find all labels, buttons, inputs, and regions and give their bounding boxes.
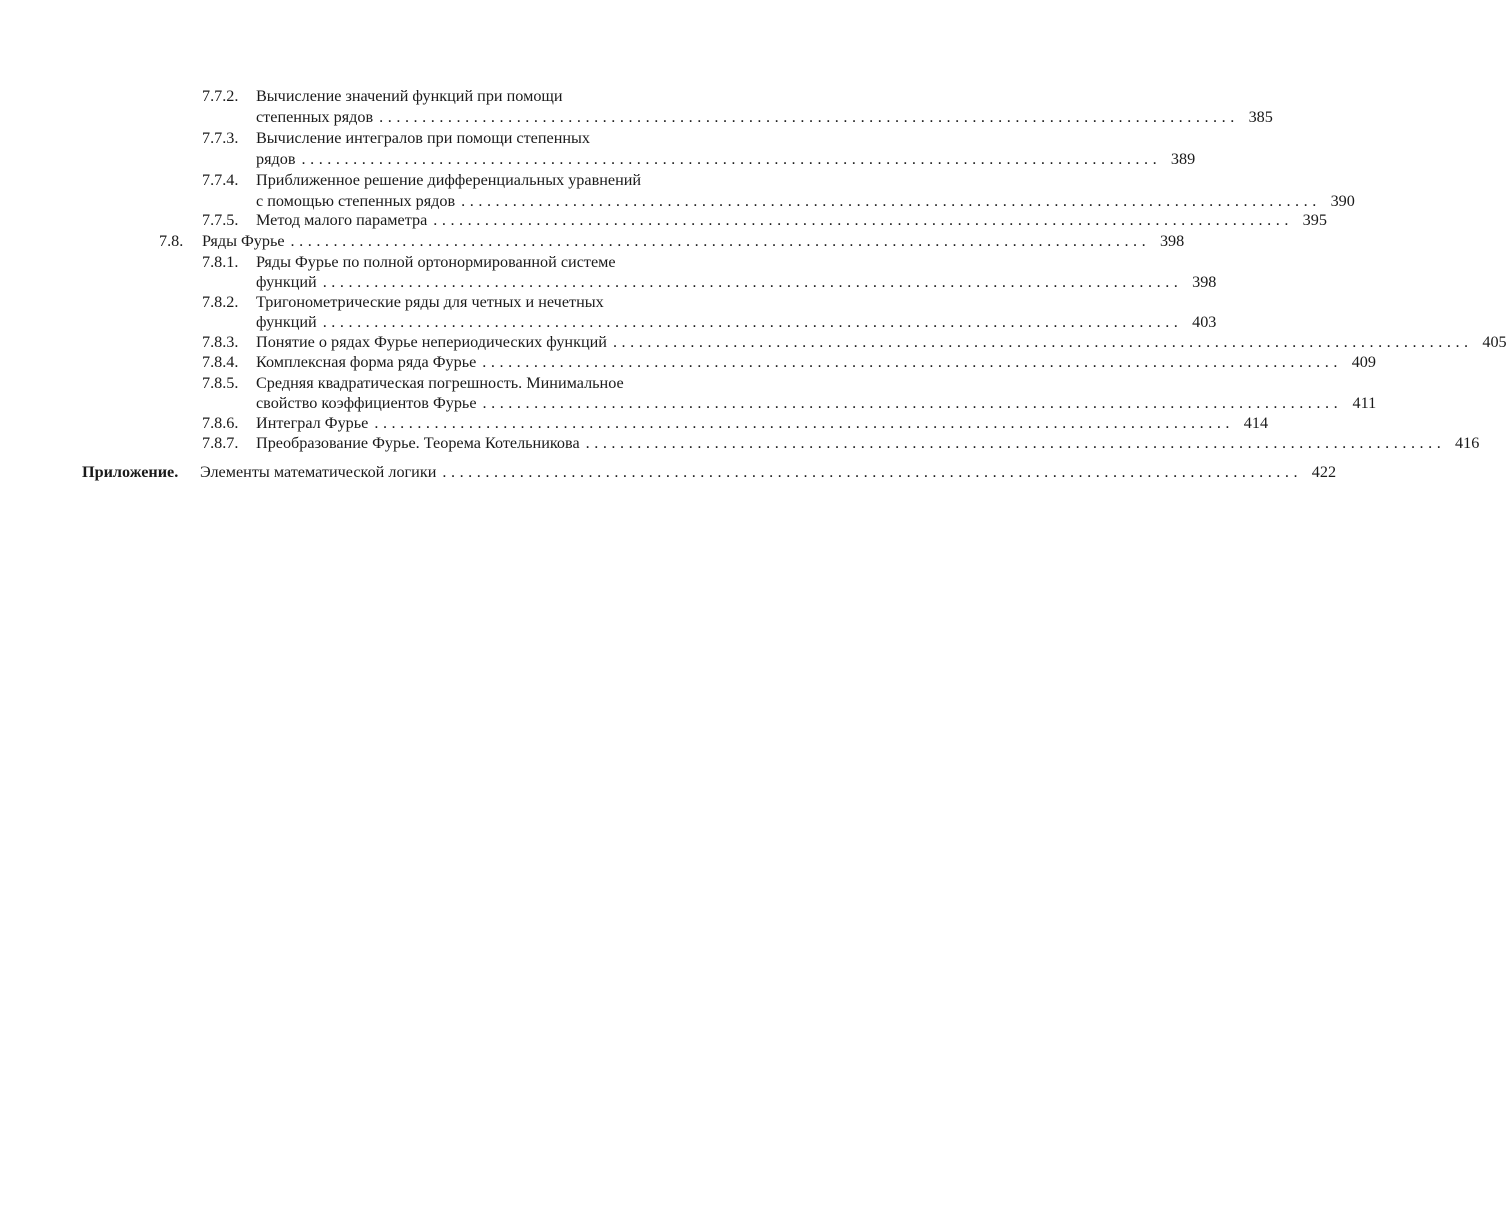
toc-entry-title: Интеграл Фурье	[256, 414, 369, 432]
toc-entry-title: функций	[256, 313, 317, 331]
dot-leader: ....................................................................................................	[482, 353, 1342, 371]
toc-entry-title: Преобразование Фурье. Теорема Котельникова	[256, 434, 580, 452]
dot-leader: ....................................................................................................	[379, 108, 1239, 126]
toc-appendix-title: Элементы математической логики	[200, 463, 437, 481]
toc-entry-title: Ряды Фурье по полной ортонормированной системе	[256, 253, 616, 271]
toc-section-title: Ряды Фурье	[202, 232, 285, 250]
dot-leader: ....................................................................................................	[442, 463, 1303, 481]
dot-leader: ....................................................................................................	[482, 394, 1343, 412]
toc-page-number: 385	[1248, 108, 1273, 126]
toc-entry-title: свойство коэффициентов Фурье	[256, 394, 477, 412]
toc-entry-number: 7.8.3.	[202, 333, 239, 351]
dot-leader: ....................................................................................................	[374, 414, 1235, 432]
toc-entry-title: Средняя квадратическая погрешность. Минимальное	[256, 374, 624, 392]
toc-entry-row[interactable]	[256, 149, 1196, 169]
toc-entry-number: 7.7.5.	[202, 211, 239, 229]
toc-page-number: 405	[1482, 333, 1507, 351]
toc-page-number: 411	[1352, 394, 1377, 412]
toc-entry-number: 7.8.1.	[202, 253, 239, 271]
toc-entry-title: Приближенное решение дифференциальных уравнений	[256, 171, 642, 189]
toc-entry-title: Вычисление значений функций при помощи	[256, 87, 563, 105]
toc-page-number: 416	[1455, 434, 1480, 452]
dot-leader: ....................................................................................................	[461, 192, 1321, 210]
toc-entry-row[interactable]	[256, 312, 1217, 332]
dot-leader: ....................................................................................................	[612, 333, 1473, 351]
toc-entry-title: Вычисление интегралов при помощи степенных	[256, 129, 591, 147]
toc-entry-number: 7.7.3.	[202, 129, 239, 147]
toc-entry-number: 7.8.7.	[202, 434, 239, 452]
toc-entry-row[interactable]	[256, 393, 1377, 413]
toc-section-number: 7.8.	[159, 232, 184, 250]
dot-leader: ....................................................................................................	[322, 313, 1183, 331]
toc-page-number: 395	[1302, 211, 1327, 229]
toc-page-number: 414	[1243, 414, 1269, 432]
toc-entry-title: Метод малого параметра	[256, 211, 428, 229]
toc-page-number: 409	[1351, 353, 1376, 371]
toc-entry-number: 7.8.4.	[202, 353, 239, 371]
dot-leader: ....................................................................................................	[301, 150, 1162, 168]
toc-appendix-row[interactable]	[200, 462, 1337, 482]
toc-entry-row[interactable]	[256, 210, 1327, 230]
dot-leader: ....................................................................................................	[585, 434, 1446, 452]
toc-entry-title: функций	[256, 273, 317, 291]
toc-appendix-label: Приложение.	[82, 463, 179, 481]
toc-entry-row[interactable]	[256, 272, 1217, 292]
toc-entry-title: рядов	[256, 150, 296, 168]
toc-entry-title: степенных рядов	[256, 108, 374, 126]
toc-entry-row[interactable]	[256, 352, 1376, 372]
toc-page-number: 403	[1192, 313, 1217, 331]
toc-entry-number: 7.7.2.	[202, 87, 239, 105]
toc-entry-row[interactable]	[256, 191, 1355, 211]
dot-leader: ....................................................................................................	[433, 211, 1293, 229]
toc-entry-title: Комплексная форма ряда Фурье	[256, 353, 477, 371]
toc-entry-title: Тригонометрические ряды для четных и нечетных	[256, 293, 604, 311]
toc-page-number: 389	[1170, 150, 1196, 168]
dot-leader: ....................................................................................................	[290, 232, 1151, 250]
toc-entry-number: 7.7.4.	[202, 171, 239, 189]
toc-entry-title: Понятие о рядах Фурье непериодических функций	[256, 333, 607, 351]
toc-entry-number: 7.8.5.	[202, 374, 239, 392]
toc-entry-row[interactable]	[256, 107, 1273, 127]
toc-section-row[interactable]	[202, 231, 1185, 251]
toc-entry-number: 7.8.6.	[202, 414, 239, 432]
toc-page-number: 390	[1330, 192, 1355, 210]
toc-entry-row[interactable]	[256, 413, 1269, 433]
toc-entry-number: 7.8.2.	[202, 293, 239, 311]
toc-page-number: 422	[1311, 463, 1337, 481]
toc-page-number: 398	[1159, 232, 1185, 250]
dot-leader: ....................................................................................................	[322, 273, 1183, 291]
toc-entry-row[interactable]	[256, 332, 1507, 352]
toc-entry-title: с помощью степенных рядов	[256, 192, 456, 210]
toc-entry-row[interactable]	[256, 433, 1480, 453]
toc-page-number: 398	[1192, 273, 1217, 291]
